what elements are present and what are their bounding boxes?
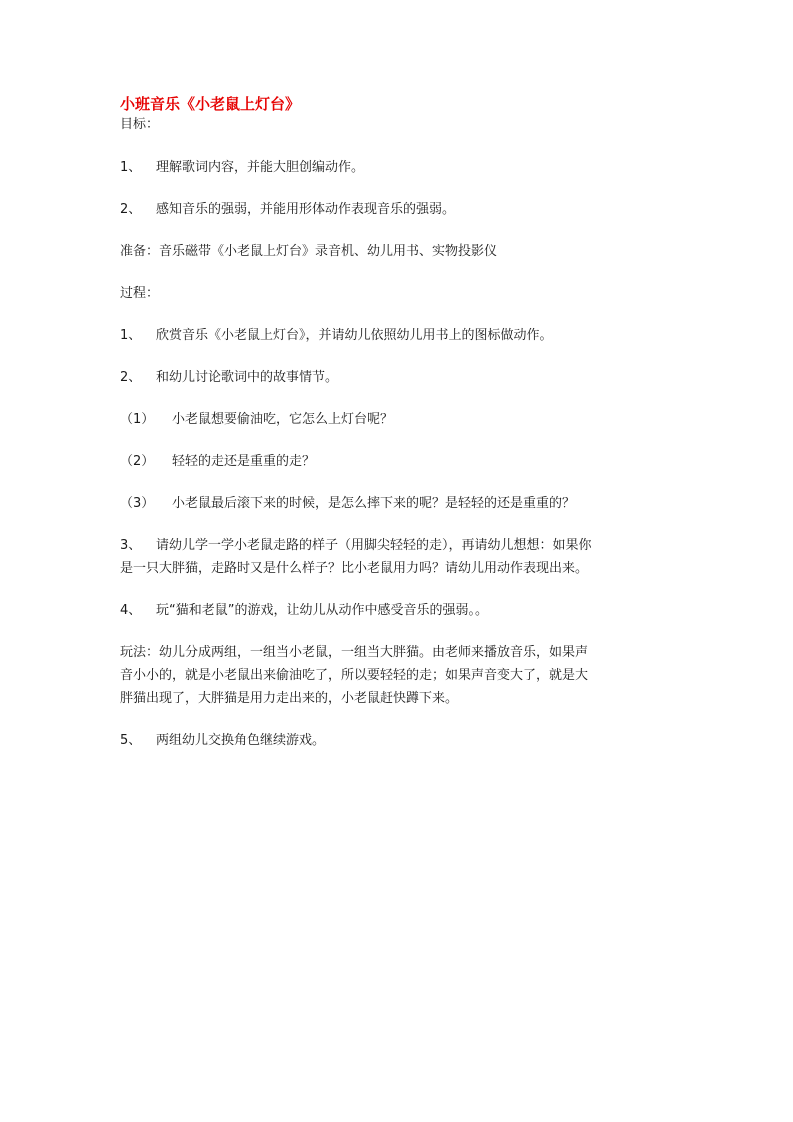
step-item <box>120 324 680 347</box>
step-number: 3、 <box>120 538 142 553</box>
step-text: 两组幼儿交换角色继续游戏。 <box>156 733 326 748</box>
step-number: 1、 <box>120 328 142 343</box>
step-number: 2、 <box>120 370 142 385</box>
goals-label: 目标： <box>120 117 160 132</box>
goal-number: 1、 <box>120 160 142 175</box>
step-number: 4、 <box>120 603 142 618</box>
step-item <box>120 366 680 389</box>
play-rules-line: 胖猫出现了，大胖猫是用力走出来的，小老鼠赶快蹲下来。 <box>120 691 459 706</box>
step-item <box>120 729 680 752</box>
play-rules-line: 玩法：幼儿分成两组，一组当小老鼠，一组当大胖猫。由老师来播放音乐，如果声 <box>120 645 589 660</box>
step-text-line: 是一只大胖猫，走路时又是什么样子？比小老鼠用力吗？请幼儿用动作表现出来。 <box>120 561 589 576</box>
step-text: 玩“猫和老鼠”的游戏，让幼儿从动作中感受音乐的强弱。。 <box>156 603 488 618</box>
preparation-text: 准备：音乐磁带《小老鼠上灯台》录音机、幼儿用书、实物投影仪 <box>120 244 498 259</box>
step-text-line: 请幼儿学一学小老鼠走路的样子（用脚尖轻轻的走），再请幼儿想想：如果你 <box>156 538 592 553</box>
question-item <box>120 492 680 515</box>
question-text: 轻轻的走还是重重的走？ <box>172 454 316 469</box>
goal-number: 2、 <box>120 202 142 217</box>
question-item <box>120 408 680 431</box>
step-number: 5、 <box>120 733 142 748</box>
step-text: 和幼儿讨论歌词中的故事情节。 <box>156 370 339 385</box>
play-rules-line: 音小小的，就是小老鼠出来偷油吃了，所以要轻轻的走；如果声音变大了，就是大 <box>120 668 589 683</box>
goal-text: 理解歌词内容，并能大胆创编动作。 <box>156 160 365 175</box>
step-text: 欣赏音乐《小老鼠上灯台》，并请幼儿依照幼儿用书上的图标做动作。 <box>156 328 553 343</box>
question-text: 小老鼠想要偷油吃，它怎么上灯台呢？ <box>172 412 394 427</box>
goal-text: 感知音乐的强弱，并能用形体动作表现音乐的强弱。 <box>156 202 456 217</box>
step-item <box>120 534 680 580</box>
question-number: （1） <box>120 412 155 427</box>
goal-item <box>120 156 680 179</box>
page-title: 小班音乐《小老鼠上灯台》 <box>120 95 301 113</box>
question-number: （3） <box>120 496 155 511</box>
process-label: 过程： <box>120 286 160 301</box>
step-item <box>120 599 680 622</box>
goal-item <box>120 198 680 221</box>
question-text: 小老鼠最后滚下来的时候，是怎么摔下来的呢？是轻轻的还是重重的？ <box>172 496 576 511</box>
play-rules <box>120 641 680 710</box>
question-number: （2） <box>120 454 155 469</box>
document-body <box>120 93 680 752</box>
question-item <box>120 450 680 473</box>
